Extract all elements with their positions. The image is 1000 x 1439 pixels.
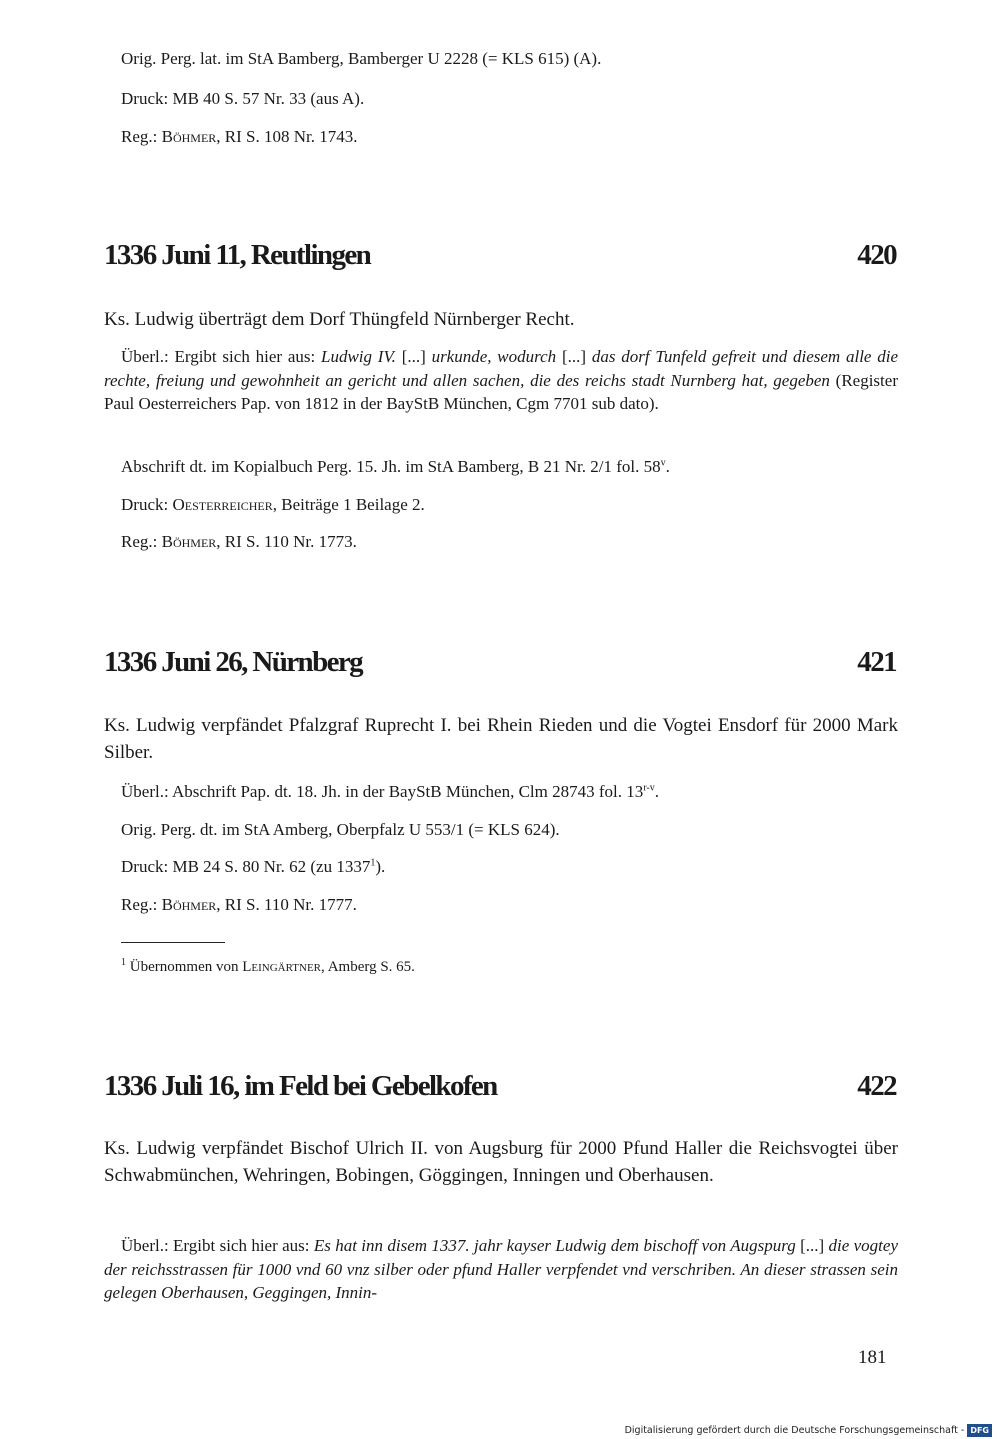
- entry-heading-title: 1336 Juli 16, im Feld bei Gebelkofen: [104, 1070, 497, 1102]
- entry-421-druck: [121, 856, 385, 878]
- footer-text: Digitalisierung gefördert durch die Deutsche Forschungsgemeinschaft -: [624, 1425, 965, 1436]
- uberl-ellipsis: [...]: [395, 347, 432, 366]
- reg-author: Böhmer: [161, 895, 217, 914]
- reg-author: Böhmer: [161, 532, 217, 551]
- footnote-rest: , Amberg S. 65.: [321, 959, 415, 975]
- uberl-prefix: Überl.: Ergibt sich hier aus:: [121, 347, 321, 366]
- footnote-author: Leingärtner: [242, 959, 322, 975]
- uberl-quote: Es hat inn disem 1337. jahr kayser Ludwig dem bischoff von Augspurg: [313, 1236, 796, 1255]
- top-reg-line: [121, 126, 358, 148]
- abschrift-text: Abschrift dt. im Kopialbuch Perg. 15. Jh. im StA Bamberg, B 21 Nr. 2/1 fol. 58: [121, 457, 661, 476]
- entry-420-druck: [121, 494, 425, 516]
- footnote-mark: 1: [121, 957, 126, 968]
- footnote-1: [121, 957, 415, 977]
- top-druck-line: Druck: MB 40 S. 57 Nr. 33 (aus A).: [121, 89, 365, 108]
- reg-prefix: Reg.:: [121, 127, 162, 146]
- abschrift-end: .: [665, 457, 670, 476]
- dfg-logo-icon: DFG: [967, 1424, 992, 1437]
- reg-rest: , RI S. 110 Nr. 1777.: [216, 895, 357, 914]
- reg-rest: , RI S. 110 Nr. 1773.: [216, 532, 357, 551]
- reg-prefix: Reg.:: [121, 895, 162, 914]
- entry-420-uberl: [104, 345, 898, 416]
- druck-text: Druck: MB 24 S. 80 Nr. 62 (zu 1337: [121, 857, 371, 876]
- entry-heading-title: 1336 Juni 11, Reutlingen: [104, 239, 371, 271]
- footnote-separator: [121, 942, 225, 943]
- folio-superscript: r-v: [643, 782, 655, 794]
- entry-421-summary: Ks. Ludwig verpfändet Pfalzgraf Ruprecht I. bei Rhein Rieden und die Vogtei Ensdorf für 2000 Mark Silber.: [104, 715, 898, 763]
- reg-prefix: Reg.:: [121, 532, 162, 551]
- uberl-text: Überl.: Abschrift Pap. dt. 18. Jh. in der BayStB München, Clm 28743 fol. 13: [121, 782, 644, 801]
- page-number: 181: [858, 1347, 887, 1368]
- entry-420-abschrift: [121, 456, 670, 478]
- entry-420-heading: [104, 239, 896, 272]
- entry-421-reg: [121, 894, 357, 916]
- uberl-prefix: Überl.: Ergibt sich hier aus:: [121, 1236, 314, 1255]
- druck-author: Oesterreicher: [172, 495, 273, 514]
- uberl-ellipsis: [...]: [556, 347, 592, 366]
- uberl-quote: urkunde, wodurch: [431, 347, 557, 366]
- entry-422-summary: Ks. Ludwig verpfändet Bischof Ulrich II. von Augsburg für 2000 Pfund Haller die Reichsvogtei über Schwabmünchen, Wehringen, Bobingen, Göggingen, Inningen und Oberhausen.: [104, 1138, 898, 1186]
- uberl-end: .: [654, 782, 659, 801]
- reg-rest: , RI S. 108 Nr. 1743.: [216, 127, 358, 146]
- entry-number: 422: [857, 1070, 896, 1102]
- entry-420-reg: [121, 531, 357, 553]
- druck-prefix: Druck:: [121, 495, 173, 514]
- reg-author: Böhmer: [161, 127, 217, 146]
- entry-421-orig: Orig. Perg. dt. im StA Amberg, Oberpfalz U 553/1 (= KLS 624).: [121, 820, 560, 839]
- uberl-rest: (Register Paul Oesterreichers Pap. von 1812 in der BayStB München, Cgm 7701 sub dato).: [104, 370, 898, 413]
- entry-heading-title: 1336 Juni 26, Nürnberg: [104, 646, 363, 678]
- uberl-quote: das dorf Tunfeld gefreit und diesem alle die rechte, freiung und gewohnheit an gericht und allen sachen, die des reichs stadt Nurnberg hat, gegeben: [104, 347, 899, 390]
- druck-rest: , Beiträge 1 Beilage 2.: [272, 495, 425, 514]
- top-orig-line: Orig. Perg. lat. im StA Bamberg, Bamberger U 2228 (= KLS 615) (A).: [121, 49, 602, 68]
- uberl-quote: Ludwig IV.: [321, 347, 396, 366]
- entry-422-uberl: [104, 1234, 898, 1305]
- footnote-reference: 1: [370, 857, 376, 869]
- entry-number: 420: [857, 239, 896, 271]
- uberl-ellipsis: [...]: [795, 1236, 829, 1255]
- entry-421-uberl: [121, 781, 659, 803]
- footnote-text: Übernommen von: [126, 959, 243, 975]
- digitization-footer: [625, 1424, 992, 1437]
- uberl-quote: die vogtey der reichsstrassen für 1000 vnd 60 vnz silber oder pfund Haller verpfendet vnd verschriben. An dieser strassen sein gelegen Oberhausen, Geggingen, Innin-: [104, 1236, 898, 1302]
- entry-422-heading: [104, 1070, 896, 1103]
- folio-superscript: v: [660, 457, 666, 469]
- entry-421-heading: [104, 646, 896, 679]
- druck-end: ).: [375, 857, 386, 876]
- entry-420-summary: Ks. Ludwig überträgt dem Dorf Thüngfeld Nürnberger Recht.: [104, 309, 575, 330]
- entry-number: 421: [857, 646, 896, 678]
